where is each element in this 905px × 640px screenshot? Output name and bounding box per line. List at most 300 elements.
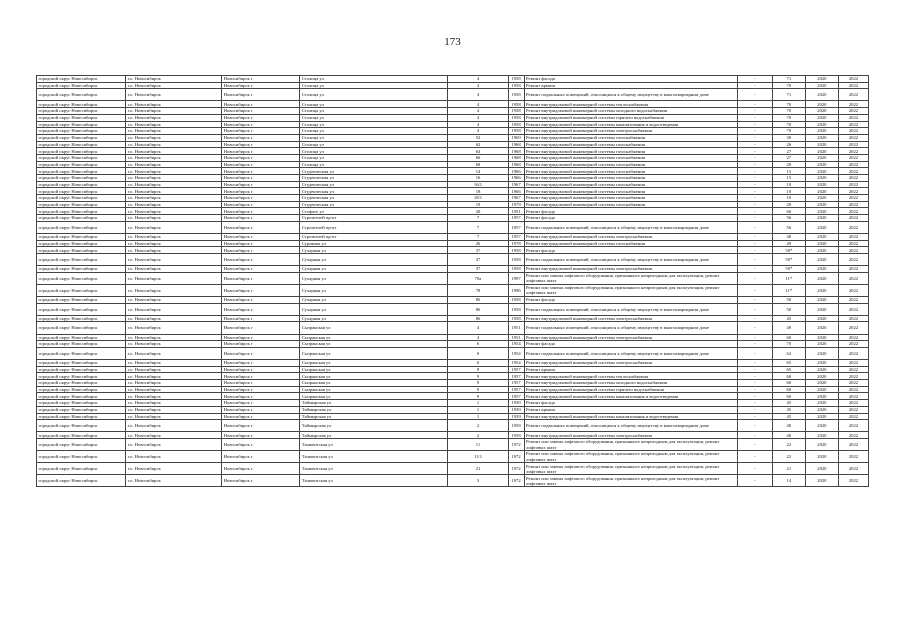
table-row [37,233,869,240]
okrug-cell: городской округ Новосибирск [37,148,126,155]
value-cell: 71 [772,89,805,101]
settlement-cell: Новосибирск г [222,366,300,373]
municipality-cell: г.о. Новосибирск [126,475,222,487]
street-cell: Ташкентская ул [300,451,448,463]
year-built-cell: 1968 [508,141,524,148]
house-cell: 86 [448,315,508,322]
work-type-cell: Ремонт крыши [524,82,737,89]
table-row [37,148,869,155]
table-row [37,161,869,168]
value-cell: 22 [772,451,805,463]
year-built-cell: 1966 [508,188,524,195]
year-built-cell: 1966 [508,175,524,182]
okrug-cell: городской округ Новосибирск [37,360,126,367]
street-cell: Столица ул [300,76,448,83]
end-year-cell: 2022 [838,451,868,463]
start-year-cell: 2020 [805,181,838,188]
okrug-cell: городской округ Новосибирск [37,420,126,432]
empty-cell: - [737,347,772,359]
okrug-cell: городской округ Новосибирск [37,128,126,135]
municipality-cell: г.о. Новосибирск [126,463,222,475]
settlement-cell: Новосибирск г [222,334,300,341]
work-type-cell: Ремонт внутридомовой инженерной системы электроснабжения [524,315,737,322]
value-cell: 65 [772,360,805,367]
house-cell: 19 [448,201,508,208]
work-type-cell: Ремонт внутридомовой инженерной системы газоснабжения [524,240,737,247]
end-year-cell: 2022 [838,373,868,380]
work-type-cell: Ремонт внутридомовой инженерной системы газоснабжения [524,175,737,182]
house-cell: 68 [448,161,508,168]
okrug-cell: городской округ Новосибирск [37,386,126,393]
end-year-cell: 2022 [838,82,868,89]
settlement-cell: Новосибирск г [222,432,300,439]
settlement-cell: Новосибирск г [222,195,300,202]
empty-cell: - [737,161,772,168]
year-built-cell: 1958 [508,420,524,432]
empty-cell: - [737,101,772,108]
municipality-cell: г.о. Новосибирск [126,366,222,373]
end-year-cell: 2022 [838,406,868,413]
house-cell: 64 [448,148,508,155]
empty-cell: - [737,201,772,208]
year-built-cell: 1951 [508,208,524,215]
street-cell: Столица ул [300,114,448,121]
year-built-cell: 1958 [508,266,524,273]
empty-cell: - [737,128,772,135]
street-cell: Столица ул [300,141,448,148]
house-cell: 4 [448,334,508,341]
house-cell: 6 [448,360,508,367]
year-built-cell: 1958 [508,303,524,315]
street-cell: Сызранская ул [300,380,448,387]
start-year-cell: 2020 [805,121,838,128]
year-built-cell: 1958 [508,315,524,322]
street-cell: Столица ул [300,128,448,135]
table-row [37,400,869,407]
value-cell: 10 [772,188,805,195]
empty-cell: - [737,296,772,303]
year-built-cell: 1997 [508,272,524,284]
street-cell: Таймырская ул [300,413,448,420]
end-year-cell: 2022 [838,201,868,208]
okrug-cell: городской округ Новосибирск [37,201,126,208]
table-row [37,303,869,315]
municipality-cell: г.о. Новосибирск [126,413,222,420]
municipality-cell: г.о. Новосибирск [126,175,222,182]
end-year-cell: 2022 [838,168,868,175]
year-built-cell: 1969 [508,134,524,141]
okrug-cell: городской округ Новосибирск [37,175,126,182]
value-cell: 45 [772,315,805,322]
empty-cell: - [737,475,772,487]
start-year-cell: 2020 [805,154,838,161]
okrug-cell: городской округ Новосибирск [37,432,126,439]
start-year-cell: 2020 [805,315,838,322]
house-cell: 86 [448,303,508,315]
start-year-cell: 2020 [805,284,838,296]
table-row [37,272,869,284]
municipality-cell: г.о. Новосибирск [126,284,222,296]
empty-cell: - [737,373,772,380]
table-row [37,240,869,247]
work-type-cell: Ремонт фасада [524,341,737,348]
end-year-cell: 2022 [838,148,868,155]
year-built-cell: 1978 [508,240,524,247]
table-row [37,221,869,233]
end-year-cell: 2022 [838,366,868,373]
value-cell: 62 [772,347,805,359]
municipality-cell: г.о. Новосибирск [126,121,222,128]
municipality-cell: г.о. Новосибирск [126,322,222,334]
settlement-cell: Новосибирск г [222,284,300,296]
end-year-cell: 2022 [838,154,868,161]
repair-table-body [37,76,869,487]
street-cell: Столица ул [300,148,448,155]
street-cell: Сухарная ул [300,247,448,254]
street-cell: Ташкентская ул [300,463,448,475]
empty-cell: - [737,114,772,121]
table-row [37,406,869,413]
empty-cell: - [737,438,772,450]
municipality-cell: г.о. Новосибирск [126,386,222,393]
table-row [37,438,869,450]
settlement-cell: Новосибирск г [222,393,300,400]
municipality-cell: г.о. Новосибирск [126,76,222,83]
value-cell: 50* [772,247,805,254]
house-cell: 1 [448,413,508,420]
work-type-cell: Ремонт фасада [524,215,737,222]
street-cell: Сызранская ул [300,360,448,367]
okrug-cell: городской округ Новосибирск [37,406,126,413]
table-row [37,181,869,188]
end-year-cell: 2022 [838,463,868,475]
end-year-cell: 2022 [838,254,868,266]
street-cell: Студенческая ул [300,201,448,208]
year-built-cell: 1966 [508,168,524,175]
okrug-cell: городской округ Новосибирск [37,438,126,450]
settlement-cell: Новосибирск г [222,134,300,141]
table-row [37,341,869,348]
municipality-cell: г.о. Новосибирск [126,233,222,240]
house-cell: 52 [448,134,508,141]
year-built-cell: 1958 [508,101,524,108]
okrug-cell: городской округ Новосибирск [37,315,126,322]
empty-cell: - [737,386,772,393]
okrug-cell: городской округ Новосибирск [37,366,126,373]
settlement-cell: Новосибирск г [222,247,300,254]
house-cell: 4 [448,82,508,89]
house-cell: 11/1 [448,451,508,463]
end-year-cell: 2022 [838,386,868,393]
work-type-cell: Ремонт подвальных помещений, относящихся к общему имуществу в многоквартирном доме [524,420,737,432]
house-cell: 3 [448,475,508,487]
work-type-cell: Ремонт крыши [524,366,737,373]
value-cell: 70 [772,341,805,348]
okrug-cell: городской округ Новосибирск [37,215,126,222]
table-row [37,360,869,367]
empty-cell: - [737,393,772,400]
end-year-cell: 2022 [838,380,868,387]
work-type-cell: Ремонт внутридомовой инженерной системы газоснабжения [524,141,737,148]
okrug-cell: городской округ Новосибирск [37,266,126,273]
settlement-cell: Новосибирск г [222,108,300,115]
start-year-cell: 2020 [805,233,838,240]
street-cell: Столица ул [300,121,448,128]
work-type-cell: Ремонт внутридомовой инженерной системы газоснабжения [524,195,737,202]
okrug-cell: городской округ Новосибирск [37,322,126,334]
empty-cell: - [737,400,772,407]
street-cell: Сызранская ул [300,393,448,400]
end-year-cell: 2022 [838,121,868,128]
work-type-cell: Ремонт внутридомовой инженерной системы газоснабжения [524,161,737,168]
end-year-cell: 2022 [838,475,868,487]
house-cell: 37 [448,247,508,254]
municipality-cell: г.о. Новосибирск [126,360,222,367]
work-type-cell: Ремонт внутридомовой инженерной системы электроснабжения [524,233,737,240]
year-built-cell: 1957 [508,221,524,233]
end-year-cell: 2022 [838,195,868,202]
empty-cell: - [737,413,772,420]
settlement-cell: Новосибирск г [222,463,300,475]
house-cell: 4 [448,121,508,128]
table-row [37,386,869,393]
value-cell: 56 [772,215,805,222]
year-built-cell: 1958 [508,82,524,89]
value-cell: 50* [772,266,805,273]
empty-cell: - [737,247,772,254]
end-year-cell: 2022 [838,393,868,400]
year-built-cell: 1957 [508,373,524,380]
year-built-cell: 1972 [508,451,524,463]
settlement-cell: Новосибирск г [222,400,300,407]
municipality-cell: г.о. Новосибирск [126,82,222,89]
empty-cell: - [737,221,772,233]
municipality-cell: г.о. Новосибирск [126,114,222,121]
value-cell: 60 [772,208,805,215]
table-row [37,334,869,341]
settlement-cell: Новосибирск г [222,360,300,367]
street-cell: Сухарная ул [300,254,448,266]
year-built-cell: 1967 [508,195,524,202]
work-type-cell: Ремонт или замена лифтового оборудования, признанного непригодным для эксплуатации, ремонт лифтовых шахт [524,463,737,475]
municipality-cell: г.о. Новосибирск [126,148,222,155]
start-year-cell: 2020 [805,322,838,334]
start-year-cell: 2020 [805,420,838,432]
start-year-cell: 2020 [805,82,838,89]
value-cell: 14 [772,475,805,487]
table-row [37,76,869,83]
house-cell: 14 [448,168,508,175]
house-cell: 6 [448,347,508,359]
end-year-cell: 2022 [838,134,868,141]
settlement-cell: Новосибирск г [222,128,300,135]
house-cell: 9 [448,380,508,387]
table-row [37,315,869,322]
okrug-cell: городской округ Новосибирск [37,141,126,148]
value-cell: 70 [772,121,805,128]
okrug-cell: городской округ Новосибирск [37,195,126,202]
municipality-cell: г.о. Новосибирск [126,89,222,101]
start-year-cell: 2020 [805,366,838,373]
value-cell: 20 [772,161,805,168]
page-number: 173 [444,36,461,48]
settlement-cell: Новосибирск г [222,315,300,322]
start-year-cell: 2020 [805,128,838,135]
house-cell: 66 [448,154,508,161]
house-cell: 9 [448,386,508,393]
start-year-cell: 2020 [805,347,838,359]
value-cell: 15 [772,168,805,175]
start-year-cell: 2020 [805,451,838,463]
table-row [37,108,869,115]
start-year-cell: 2020 [805,360,838,367]
year-built-cell: 1957 [508,366,524,373]
municipality-cell: г.о. Новосибирск [126,296,222,303]
empty-cell: - [737,341,772,348]
house-cell: 4 [448,101,508,108]
empty-cell: - [737,181,772,188]
work-type-cell: Ремонт или замена лифтового оборудования, признанного непригодным для эксплуатации, ремонт лифтовых шахт [524,475,737,487]
street-cell: Таймырская ул [300,420,448,432]
settlement-cell: Новосибирск г [222,451,300,463]
work-type-cell: Ремонт фасада [524,400,737,407]
street-cell: Столица ул [300,89,448,101]
street-cell: Сухарная ул [300,266,448,273]
okrug-cell: городской округ Новосибирск [37,254,126,266]
municipality-cell: г.о. Новосибирск [126,154,222,161]
start-year-cell: 2020 [805,432,838,439]
year-built-cell: 1954 [508,347,524,359]
start-year-cell: 2020 [805,201,838,208]
okrug-cell: городской округ Новосибирск [37,393,126,400]
okrug-cell: городской округ Новосибирск [37,134,126,141]
start-year-cell: 2020 [805,168,838,175]
year-built-cell: 1958 [508,432,524,439]
okrug-cell: городской округ Новосибирск [37,233,126,240]
settlement-cell: Новосибирск г [222,413,300,420]
work-type-cell: Ремонт внутридомовой инженерной системы холодного водоснабжения [524,380,737,387]
municipality-cell: г.о. Новосибирск [126,208,222,215]
value-cell: 50 [772,303,805,315]
okrug-cell: городской округ Новосибирск [37,284,126,296]
settlement-cell: Новосибирск г [222,141,300,148]
value-cell: 70 [772,82,805,89]
table-row [37,463,869,475]
settlement-cell: Новосибирск г [222,296,300,303]
street-cell: Сызранская ул [300,334,448,341]
street-cell: Сухарная ул [300,284,448,296]
work-type-cell: Ремонт подвальных помещений, относящихся к общему имуществу в многоквартирном доме [524,322,737,334]
municipality-cell: г.о. Новосибирск [126,451,222,463]
work-type-cell: Ремонт внутридомовой инженерной системы теплоснабжения [524,101,737,108]
year-built-cell: 1958 [508,114,524,121]
start-year-cell: 2020 [805,400,838,407]
year-built-cell: 1972 [508,463,524,475]
table-row [37,215,869,222]
street-cell: Сызранская ул [300,373,448,380]
start-year-cell: 2020 [805,188,838,195]
municipality-cell: г.о. Новосибирск [126,181,222,188]
empty-cell: - [737,463,772,475]
okrug-cell: городской округ Новосибирск [37,89,126,101]
value-cell: 49 [772,322,805,334]
settlement-cell: Новосибирск г [222,406,300,413]
end-year-cell: 2022 [838,161,868,168]
value-cell: 40 [772,233,805,240]
street-cell: Столица ул [300,108,448,115]
start-year-cell: 2020 [805,240,838,247]
empty-cell: - [737,451,772,463]
end-year-cell: 2022 [838,272,868,284]
year-built-cell: 1972 [508,438,524,450]
settlement-cell: Новосибирск г [222,148,300,155]
start-year-cell: 2020 [805,373,838,380]
municipality-cell: г.о. Новосибирск [126,108,222,115]
settlement-cell: Новосибирск г [222,266,300,273]
settlement-cell: Новосибирск г [222,272,300,284]
empty-cell: - [737,322,772,334]
municipality-cell: г.о. Новосибирск [126,334,222,341]
work-type-cell: Ремонт или замена лифтового оборудования, признанного непригодным для эксплуатации, ремонт лифтовых шахт [524,438,737,450]
empty-cell: - [737,141,772,148]
year-built-cell: 1968 [508,161,524,168]
settlement-cell: Новосибирск г [222,82,300,89]
value-cell: 45 [772,406,805,413]
work-type-cell: Ремонт внутридомовой инженерной системы электроснабжения [524,128,737,135]
start-year-cell: 2020 [805,89,838,101]
settlement-cell: Новосибирск г [222,89,300,101]
empty-cell: - [737,134,772,141]
municipality-cell: г.о. Новосибирск [126,101,222,108]
end-year-cell: 2022 [838,128,868,135]
empty-cell: - [737,240,772,247]
municipality-cell: г.о. Новосибирск [126,380,222,387]
settlement-cell: Новосибирск г [222,322,300,334]
street-cell: Столица ул [300,154,448,161]
okrug-cell: городской округ Новосибирск [37,373,126,380]
start-year-cell: 2020 [805,101,838,108]
value-cell: 45 [772,400,805,407]
end-year-cell: 2022 [838,303,868,315]
start-year-cell: 2020 [805,76,838,83]
table-row [37,432,869,439]
work-type-cell: Ремонт внутридомовой инженерной системы горячего водоснабжения [524,114,737,121]
okrug-cell: городской округ Новосибирск [37,221,126,233]
house-cell: 16/1 [448,181,508,188]
house-cell: 1 [448,406,508,413]
end-year-cell: 2022 [838,334,868,341]
house-cell: 1 [448,400,508,407]
house-cell: 62 [448,141,508,148]
settlement-cell: Новосибирск г [222,154,300,161]
end-year-cell: 2022 [838,108,868,115]
settlement-cell: Новосибирск г [222,181,300,188]
work-type-cell: Ремонт внутридомовой инженерной системы газоснабжения [524,134,737,141]
work-type-cell: Ремонт внутридомовой инженерной системы электроснабжения [524,360,737,367]
work-type-cell: Ремонт внутридомовой инженерной системы электроснабжения [524,432,737,439]
street-cell: Сурикова ул [300,240,448,247]
house-cell: 2 [448,420,508,432]
value-cell: 56 [772,221,805,233]
house-cell: 16 [448,175,508,182]
work-type-cell: Ремонт внутридомовой инженерной системы канализования и водоотведения [524,393,737,400]
year-built-cell: 1968 [508,154,524,161]
start-year-cell: 2020 [805,221,838,233]
empty-cell: - [737,420,772,432]
settlement-cell: Новосибирск г [222,254,300,266]
value-cell: 10 [772,195,805,202]
table-row [37,175,869,182]
